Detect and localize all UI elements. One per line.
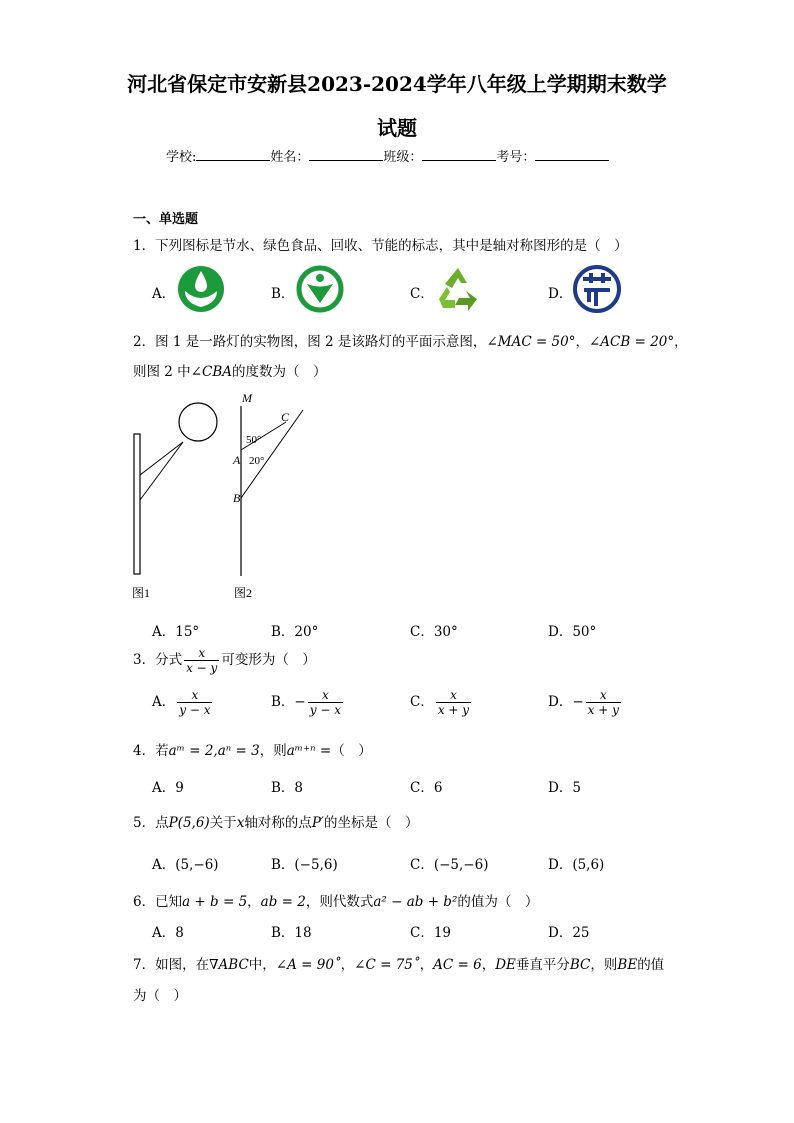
recycle-logo-icon [433, 265, 483, 313]
q3-d-frac [586, 688, 621, 717]
q3-a-label: A． [152, 694, 176, 710]
q3-stem [133, 646, 316, 675]
q7-cond6: BE [617, 957, 638, 973]
q3-a-frac [177, 688, 212, 717]
q7-sep0: 中， [248, 957, 276, 973]
q7-text3: 的值 [637, 957, 665, 973]
q6-option-d: D．25 [548, 925, 590, 941]
q5-axis: x [236, 815, 245, 831]
class-blank [422, 148, 496, 161]
q2-text3: 的度数为（ ） [231, 364, 327, 380]
q6-option-c: C．19 [410, 925, 452, 941]
q6-cond1: a + b = 5 [182, 894, 248, 910]
q6-cond2: ab = 2 [260, 894, 306, 910]
student-info-row [166, 146, 609, 165]
q4-stem [133, 739, 372, 759]
q7-sep1: ， [340, 957, 355, 973]
q3-b-frac [308, 688, 343, 717]
q4-text2: ，则 [259, 743, 287, 759]
q2-stem-line1 [133, 330, 688, 350]
q3-option-a [152, 688, 214, 717]
fig1-lamp [179, 403, 217, 441]
q2-text: 2．图 1 是一路灯的实物图，图 2 是该路灯的平面示意图， [133, 334, 487, 350]
q3-d-num: x [599, 688, 607, 702]
q7-text2: 垂直平分 [515, 957, 570, 973]
q7-cond2: ∠C = 75˚ [354, 957, 420, 973]
q3-c-den: x + y [437, 703, 470, 717]
q5-text2: 关于 [209, 815, 237, 831]
q2-option-b: B．20° [271, 624, 319, 640]
exam-number-blank [535, 148, 609, 161]
q6-text2: ，则代数式 [305, 894, 374, 910]
section-heading: 一、单选题 [133, 212, 199, 227]
q4-condition: aᵐ = 2,aⁿ = 3 [168, 743, 260, 759]
q2-angle-cba: ∠CBA [190, 364, 232, 380]
q3-c-frac [436, 688, 471, 717]
q3-text: 3．分式 [133, 652, 183, 668]
q4-option-d: D．5 [548, 780, 581, 796]
q5-text4: 的坐标是（ ） [323, 815, 419, 831]
page-title: 河北省保定市安新县2023-2024学年八年级上学期期末数学 [127, 72, 667, 96]
q5-option-d: D．(5,6) [548, 857, 605, 873]
fig1-caption: 图1 [132, 586, 151, 600]
fig2-label-c: C [281, 410, 290, 424]
q6-option-b: B．18 [271, 925, 312, 941]
q2-end: ， [674, 334, 688, 350]
q3-c-label: C． [410, 694, 434, 710]
q7-text: 7．如图，在 [133, 957, 210, 973]
q3-den: x − y [186, 661, 218, 675]
q2-option-d: D．50° [548, 624, 597, 640]
q3-option-d [548, 688, 623, 717]
q1-stem: 1．下列图标是节水、绿色食品、回收、节能的标志，其中是轴对称图形的是（ ） [133, 238, 628, 254]
q5-point2: P′ [311, 815, 324, 831]
q3-fraction [184, 646, 219, 675]
q3-text2: 可变形为（ ） [221, 652, 316, 668]
school-label: 学校: [166, 150, 197, 165]
fig2-angle-50: 50° [246, 434, 262, 446]
q3-d-den: x + y [587, 703, 619, 717]
q6-expression: a² − ab + b² [373, 894, 458, 910]
fig2-label-a: A [233, 453, 241, 467]
q1-option-b: B． [271, 286, 295, 302]
q7-cond5: BC [569, 957, 591, 973]
fig2-caption: 图2 [234, 586, 253, 600]
q3-b-den: y − x [309, 703, 341, 717]
q3-b-label: B． [271, 694, 295, 710]
fig1-arm-lower [140, 442, 183, 500]
q3-d-sign: − [572, 694, 584, 710]
q3-b-num: x [321, 688, 329, 702]
q2-stem-line2 [133, 360, 326, 380]
class-label: 班级： [383, 150, 423, 165]
q3-c-num: x [450, 688, 457, 702]
fig1-arm-upper [140, 442, 183, 475]
name-label: 姓名： [270, 150, 310, 165]
fig1-pole [134, 434, 140, 574]
q7-cond1: ∠A = 90˚ [275, 957, 341, 973]
q7-triangle: ∇ABC [209, 957, 249, 973]
school-blank [196, 148, 270, 161]
q2-option-c: C．30° [410, 624, 458, 640]
q6-text3: 的值为（ ） [457, 894, 539, 910]
fig2-label-b: B [233, 491, 241, 505]
q4-option-b: B．8 [271, 780, 304, 796]
q7-cond4: DE [495, 957, 516, 973]
q3-a-den: y − x [179, 703, 211, 717]
q6-option-a: A．8 [152, 925, 184, 941]
fig2-line-bc [241, 410, 303, 498]
q3-a-num: x [191, 688, 199, 702]
name-blank [309, 148, 383, 161]
q5-text: 5．点 [133, 815, 169, 831]
fig2-angle-20: 20° [249, 455, 265, 467]
q7-cond3: AC = 6 [433, 957, 482, 973]
q7-stem-line2: 为（ ） [133, 988, 187, 1004]
q7-sep3: ， [481, 957, 496, 973]
page-title-line2: 试题 [377, 116, 417, 140]
q3-b-sign: − [294, 694, 306, 710]
q2-text2: 则图 2 中 [133, 364, 191, 380]
q3-option-c [410, 688, 473, 717]
q4-text: 4．若 [133, 743, 169, 759]
q4-text3: （ ） [331, 743, 372, 759]
q4-option-c: C．6 [410, 780, 443, 796]
q6-sep: ， [247, 894, 261, 910]
q4-option-a: A．9 [152, 780, 184, 796]
q2-option-a: A．15° [152, 624, 200, 640]
q5-option-b: B．(−5,6) [271, 857, 338, 873]
q7-sep4: ，则 [590, 957, 618, 973]
q7-sep2: ， [419, 957, 434, 973]
fig2-label-m: M [242, 391, 252, 405]
energy-saving-logo-icon [572, 264, 622, 314]
q5-text3: 轴对称的点 [244, 815, 312, 831]
q5-option-a: A．(5,−6) [152, 857, 219, 873]
q2-figures [128, 388, 318, 606]
q3-num: x [198, 646, 206, 660]
q7-stem-line1 [133, 953, 664, 973]
q3-d-label: D． [548, 694, 573, 710]
q5-option-c: C．(−5,−6) [410, 857, 489, 873]
q2-angle-acb: ∠ACB = 20° [588, 334, 675, 350]
q6-stem [133, 890, 538, 910]
q5-point: P(5,6) [168, 815, 210, 831]
exam-number-label: 考号： [496, 150, 536, 165]
q2-angle-mac: ∠MAC = 50° [486, 334, 576, 350]
green-food-logo-icon [296, 265, 344, 313]
q2-sep: ， [575, 334, 589, 350]
q3-option-b [271, 688, 345, 717]
q1-option-c: C． [410, 286, 434, 302]
q1-option-d: D． [548, 286, 573, 302]
q5-stem [133, 811, 418, 831]
water-saving-logo-icon [177, 265, 225, 313]
q1-option-a: A． [152, 286, 176, 302]
q6-text: 6．已知 [133, 894, 183, 910]
q4-expression: aᵐ⁺ⁿ = [286, 743, 332, 759]
